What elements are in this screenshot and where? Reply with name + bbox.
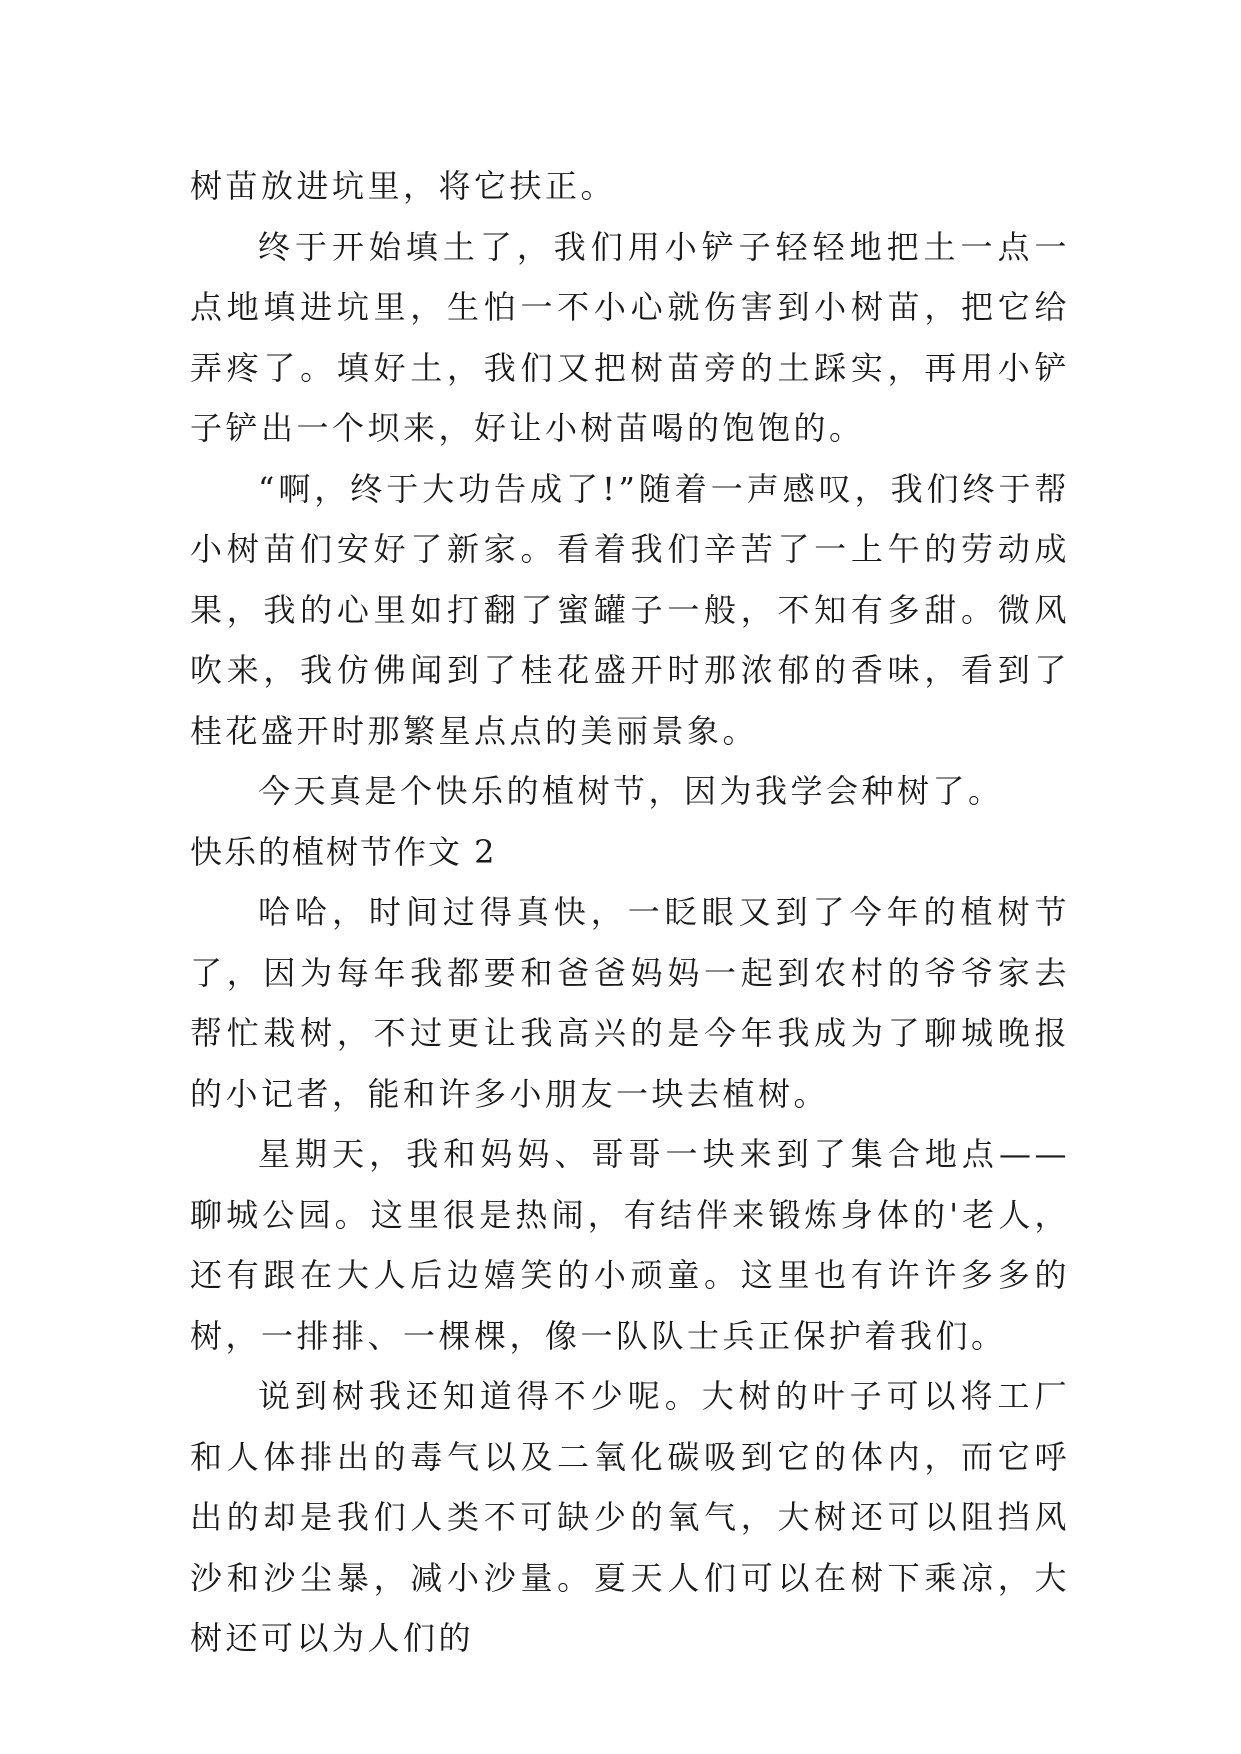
paragraph-6: 星期天，我和妈妈、哥哥一块来到了集合地点——聊城公园。这里很是热闹，有结伴来锻炼身体的'老人，还有跟在大人后边嬉笑的小顽童。这里也有许许多多的树，一排排、一棵棵，像一队队士兵正保护着我们。 [190,1135,1070,1355]
paragraph-1: 树苗放进坑里，将它扶正。 [190,167,617,205]
paragraph-2: 终于开始填土了，我们用小铲子轻轻地把土一点一点地填进坑里，生怕一不小心就伤害到小树苗，把它给弄疼了。填好土，我们又把树苗旁的土踩实，再用小铲子铲出一个坝来，好让小树苗喝的饱饱的。 [190,227,1070,447]
document-body [190,156,1070,1669]
paragraph-7: 说到树我还知道得不少呢。大树的叶子可以将工厂和人体排出的毒气以及二氧化碳吸到它的体内，而它呼出的却是我们人类不可缺少的氧气，大树还可以阻挡风沙和沙尘暴，减小沙量。夏天人们可以在树下乘凉，大树还可以为人们的 [190,1377,1070,1657]
paragraph-4: 今天真是个快乐的植树节，因为我学会种树了。 [258,772,1004,810]
paragraph-5: 哈哈，时间过得真快，一眨眼又到了今年的植树节了，因为每年我都要和爸爸妈妈一起到农村的爷爷家去帮忙栽树，不过更让我高兴的是今年我成为了聊城晚报的小记者，能和许多小朋友一块去植树。 [190,893,1070,1113]
section-heading: 快乐的植树节作文 2 [190,832,497,871]
paragraph-3: “啊，终于大功告成了!”随着一声感叹，我们终于帮小树苗们安好了新家。看着我们辛苦了一上午的劳动成果，我的心里如打翻了蜜罐子一般，不知有多甜。微风吹来，我仿佛闻到了桂花盛开时那浓郁的香味，看到了桂花盛开时那繁星点点的美丽景象。 [190,469,1070,750]
